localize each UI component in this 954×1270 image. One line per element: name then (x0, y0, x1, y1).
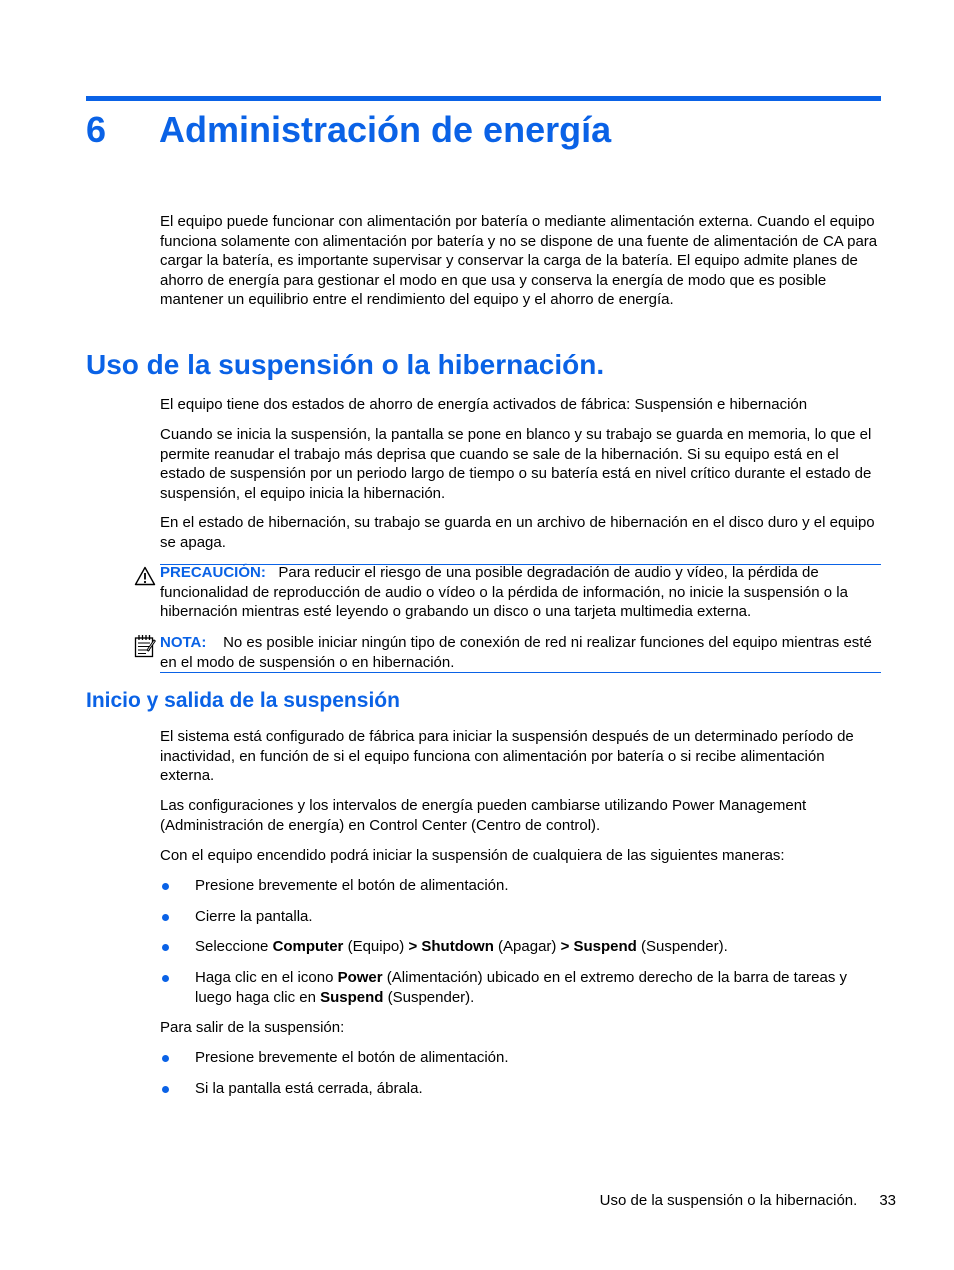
chapter-number: 6 (86, 109, 107, 150)
list-item: Presione brevemente el botón de alimentación. (195, 877, 509, 894)
bullet-icon (162, 1086, 169, 1093)
section-paragraph: En el estado de hibernación, su trabajo se guarda en un archivo de hibernación en el disco duro y el equipo se apaga. (160, 514, 875, 551)
list-text: (Suspender). (636, 938, 728, 955)
list-item: Cierre la pantalla. (195, 908, 313, 925)
intro-paragraph: El equipo puede funcionar con alimentación por batería o mediante alimentación externa. Cuando el equipo funciona solamente con alimentación por batería y no se dispone de una fuente de alimentación de CA para cargar la batería, es importante supervisar y conservar la carga de la batería. El equipo admite planes de ahorro de energía para gestionar el modo en que usa y conserva la energía de modo que es posible mantener un equilibrio entre el rendimiento del equipo y el ahorro de energía. (160, 213, 878, 308)
list-item (195, 968, 885, 1007)
subsection-paragraph: Con el equipo encendido podrá iniciar la suspensión de cualquiera de las siguientes maneras: (160, 847, 785, 864)
list-item (195, 937, 885, 957)
bullet-icon (162, 944, 169, 951)
page-footer (600, 1191, 896, 1210)
info-note (160, 633, 882, 672)
bullet-icon (162, 1055, 169, 1062)
menu-term: Suspend (320, 988, 384, 1006)
section-paragraph: El equipo tiene dos estados de ahorro de energía activados de fábrica: Suspensión e hibernación (160, 396, 808, 413)
subsection-paragraph: Para salir de la suspensión: (160, 1019, 345, 1036)
menu-term: > Suspend (560, 938, 637, 955)
chapter-title (86, 108, 611, 152)
list-item: Si la pantalla está cerrada, ábrala. (195, 1080, 423, 1097)
note-label: NOTA: (160, 634, 207, 651)
list-text: Haga clic en el icono (195, 969, 338, 986)
menu-term: > Shutdown (408, 938, 494, 955)
chapter-title-text: Administración de energía (159, 109, 612, 150)
note-text: No es posible iniciar ningún tipo de conexión de red ni realizar funciones del equipo mientras esté en el modo de suspensión o en hibernación. (160, 634, 872, 671)
list-text: (Suspender). (383, 988, 475, 1006)
menu-term: Computer (272, 938, 344, 955)
subsection-paragraph: Las configuraciones y los intervalos de energía pueden cambiarse utilizando Power Management (Administración de energía) en Control Center (Centro de control). (160, 797, 807, 834)
section-heading: Uso de la suspensión o la hibernación. (86, 349, 605, 380)
bullet-icon (162, 975, 169, 982)
list-text: Seleccione (195, 938, 273, 955)
warning-icon (134, 566, 156, 586)
list-text: (Apagar) (493, 938, 561, 955)
chapter-rule (86, 96, 881, 101)
subsection-heading: Inicio y salida de la suspensión (86, 689, 400, 712)
bullet-icon (162, 883, 169, 890)
list-text: (Alimentación) ubicado en el extremo derecho de la barra de tareas y luego haga clic en (195, 969, 848, 1006)
note-icon (134, 634, 156, 658)
caution-text: Para reducir el riesgo de una posible degradación de audio y vídeo, la pérdida de funcionalidad de reproducción de audio o vídeo o la pérdida de información, no inicie la suspensión o la hibernación mientras esté leyendo o grabando un disco o una tarjeta multimedia externa. (160, 564, 848, 620)
list-item: Presione brevemente el botón de alimentación. (195, 1049, 509, 1066)
section-paragraph: Cuando se inicia la suspensión, la pantalla se pone en blanco y su trabajo se guarda en memoria, lo que el permite reanudar el trabajo más deprisa que cuando se sale de la hibernación. Si su equipo está en el estado de suspensión por un periodo largo de tiempo o su batería está en nivel crítico durante el estado de suspensión, el equipo inicia la hibernación. (160, 426, 872, 502)
subsection-paragraph: El sistema está configurado de fábrica para iniciar la suspensión después de un determinado período de inactividad, en función de si el equipo funciona con alimentación por batería o si recibe alimentación externa. (160, 728, 854, 784)
menu-term: Power (337, 969, 383, 986)
list-text: (Equipo) (343, 938, 409, 955)
page-number: 33 (879, 1192, 896, 1209)
note-bottom-rule (160, 672, 881, 673)
caution-label: PRECAUCIÓN: (160, 564, 266, 581)
bullet-icon (162, 914, 169, 921)
caution-note (160, 563, 882, 622)
footer-title: Uso de la suspensión o la hibernación. (599, 1192, 858, 1209)
